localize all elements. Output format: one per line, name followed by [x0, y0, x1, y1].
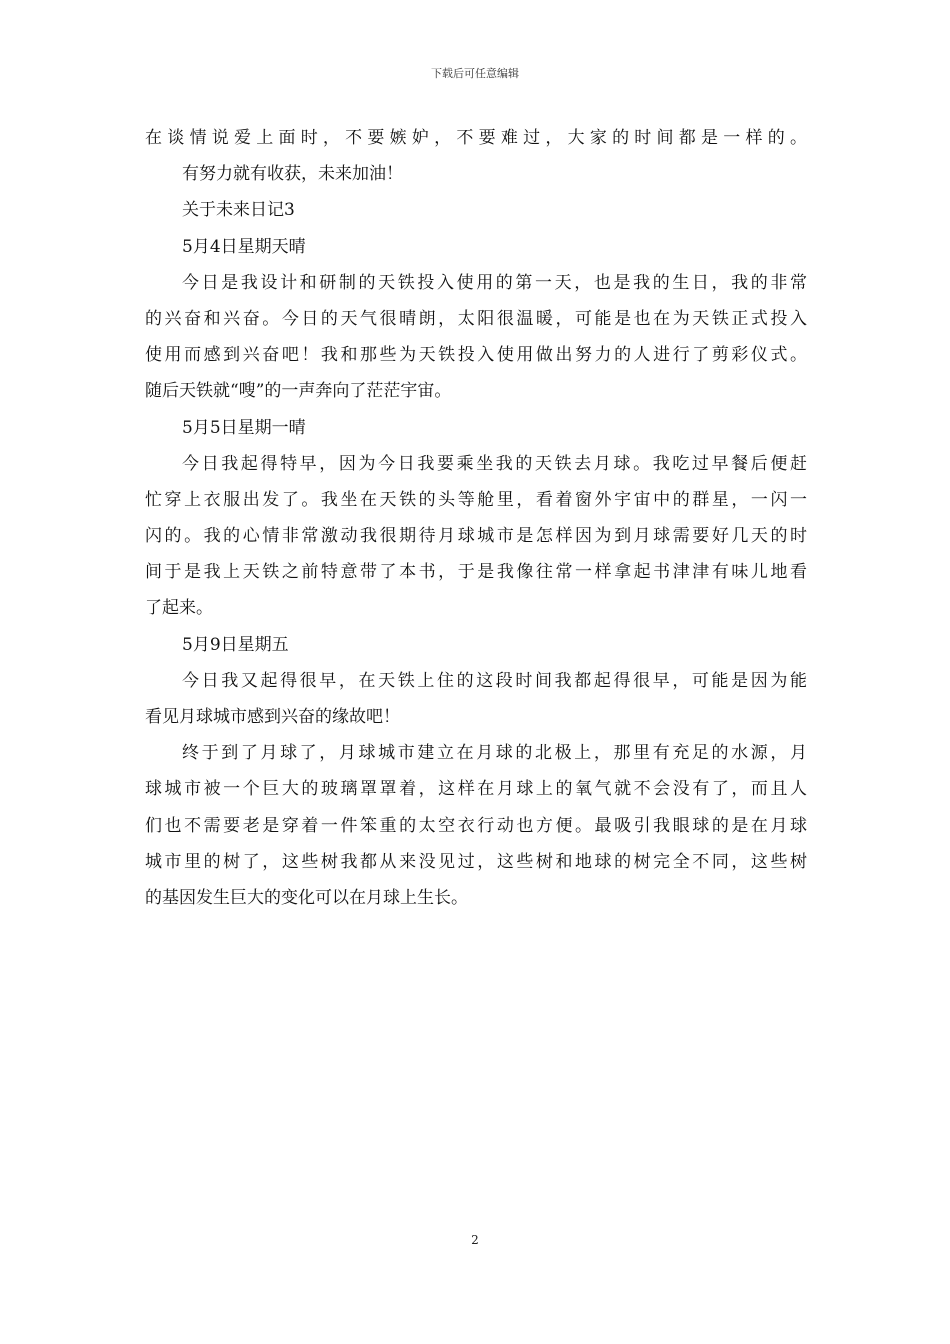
text-line: 的基因发生巨大的变化可以在月球上生长。: [145, 887, 468, 908]
text-line: 闪的。我的心情非常激动我很期待月球城市是怎样因为到月球需要好几天的时: [145, 526, 807, 547]
text-line: 看见月球城市感到兴奋的缘故吧！: [145, 707, 400, 727]
text-line: 今日我起得特早，因为今日我要乘坐我的天铁去月球。我吃过早餐后便赶: [182, 453, 807, 474]
document-body: [145, 120, 807, 916]
text-line: 使用而感到兴奋吧！我和那些为天铁投入使用做出努力的人进行了剪彩仪式。: [145, 345, 807, 366]
text-line: 有努力就有收获，未来加油！: [182, 164, 403, 185]
diary-date-heading: 5月5日星期一晴: [182, 417, 306, 438]
text-line: 在谈情说爱上面时，不要嫉妒，不要难过，大家的时间都是一样的。: [145, 128, 807, 148]
text-line: 间于是我上天铁之前特意带了本书，于是我像往常一样拿起书津津有味儿地看: [145, 562, 807, 583]
text-line: 终于到了月球了，月球城市建立在月球的北极上，那里有充足的水源，月: [182, 743, 807, 764]
text-line: 球城市被一个巨大的玻璃罩罩着，这样在月球上的氧气就不会没有了，而且人: [145, 779, 807, 800]
page-header: 下载后可任意编辑: [431, 67, 519, 80]
page-number: 2: [471, 1233, 479, 1247]
text-line: 们也不需要老是穿着一件笨重的太空衣行动也方便。最吸引我眼球的是在月球: [145, 815, 807, 836]
section-title: 关于未来日记3: [182, 200, 295, 221]
text-line: 忙穿上衣服出发了。我坐在天铁的头等舱里，看着窗外宇宙中的群星，一闪一: [145, 489, 807, 510]
diary-date-heading: 5月4日星期天晴: [182, 236, 306, 257]
diary-date-heading: 5月9日星期五: [182, 634, 289, 655]
text-line: 城市里的树了，这些树我都从来没见过，这些树和地球的树完全不同，这些树: [145, 851, 807, 872]
text-line: 随后天铁就“嗖”的一声奔向了茫茫宇宙。: [145, 381, 452, 402]
text-line: 的兴奋和兴奋。今日的天气很晴朗，太阳很温暖，可能是也在为天铁正式投入: [145, 308, 807, 329]
text-line: 今日是我设计和研制的天铁投入使用的第一天，也是我的生日，我的非常: [182, 272, 807, 293]
text-line: 今日我又起得很早，在天铁上住的这段时间我都起得很早，可能是因为能: [182, 670, 807, 691]
text-line: 了起来。: [145, 598, 213, 619]
